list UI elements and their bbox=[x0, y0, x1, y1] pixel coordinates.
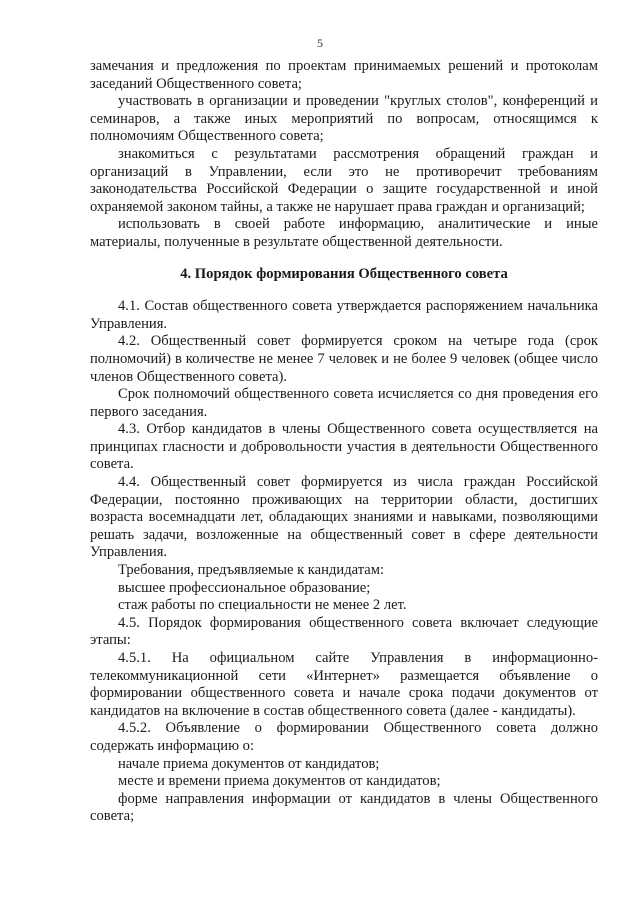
document-body bbox=[90, 58, 598, 826]
paragraph-4-4: 4.4. Общественный совет формируется из числа граждан Российской Федерации, постоянно проживающих на территории области, достигших возраста восемнадцати лет, обладающих знаниями и навыками, позволяющими решать задачи, возложенные на общественный совет в сфере деятельности Управления. bbox=[90, 474, 598, 561]
paragraph-requirements-intro: Требования, предъявляемые к кандидатам: bbox=[118, 562, 385, 579]
paragraph-round-tables: участвовать в организации и проведении "круглых столов", конференций и семинаров, а также иных мероприятий по вопросам, относящимся к полномочиям Общественного совета; bbox=[90, 93, 598, 145]
paragraph-4-5-1: 4.5.1. На официальном сайте Управления в информационно-телекоммуникационной сети «Интернет» размещается объявление о формировании общественного совета и начале срока подачи документов от кандидатов на включение в состав общественного совета (далее - кандидаты). bbox=[90, 650, 598, 719]
paragraph-remarks-continuation: замечания и предложения по проектам принимаемых решений и протоколам заседаний Общественного совета; bbox=[90, 58, 598, 92]
page-number: 5 bbox=[317, 36, 323, 50]
section-heading: 4. Порядок формирования Общественного совета bbox=[180, 265, 508, 282]
paragraph-requirement-experience: стаж работы по специальности не менее 2 лет. bbox=[118, 597, 407, 614]
paragraph-place-and-time: месте и времени приема документов от кандидатов; bbox=[118, 773, 441, 790]
paragraph-4-5-2: 4.5.2. Объявление о формировании Общественного совета должно содержать информацию о: bbox=[90, 720, 598, 754]
paragraph-term-start: Срок полномочий общественного совета исчисляется со дня проведения его первого заседания. bbox=[90, 386, 598, 420]
paragraph-4-2: 4.2. Общественный совет формируется сроком на четыре года (срок полномочий) в количестве не менее 7 человек и не более 9 человек (общее число членов Общественного совета). bbox=[90, 333, 598, 385]
paragraph-4-5: 4.5. Порядок формирования общественного совета включает следующие этапы: bbox=[90, 614, 598, 649]
paragraph-start-of-acceptance: начале приема документов от кандидатов; bbox=[118, 755, 380, 772]
paragraph-review-appeals: знакомиться с результатами рассмотрения обращений граждан и организаций в Управлении, если это не противоречит требованиям законодательства Российской Федерации о защите государственной и иной охраняемой законом тайны, а также не нарушает права граждан и организаций; bbox=[90, 145, 598, 215]
paragraph-4-1: 4.1. Состав общественного совета утверждается распоряжением начальника Управления. bbox=[90, 298, 598, 332]
paragraph-4-3: 4.3. Отбор кандидатов в члены Общественного совета осуществляется на принципах гласности и добровольности участия в деятельности Общественного совета. bbox=[90, 421, 598, 473]
paragraph-use-information: использовать в своей работе информацию, аналитические и иные материалы, полученные в результате общественной деятельности. bbox=[90, 216, 598, 250]
paragraph-requirement-education: высшее профессиональное образование; bbox=[118, 579, 371, 596]
paragraph-form-of-submission: форме направления информации от кандидатов в члены Общественного совета; bbox=[90, 790, 598, 825]
